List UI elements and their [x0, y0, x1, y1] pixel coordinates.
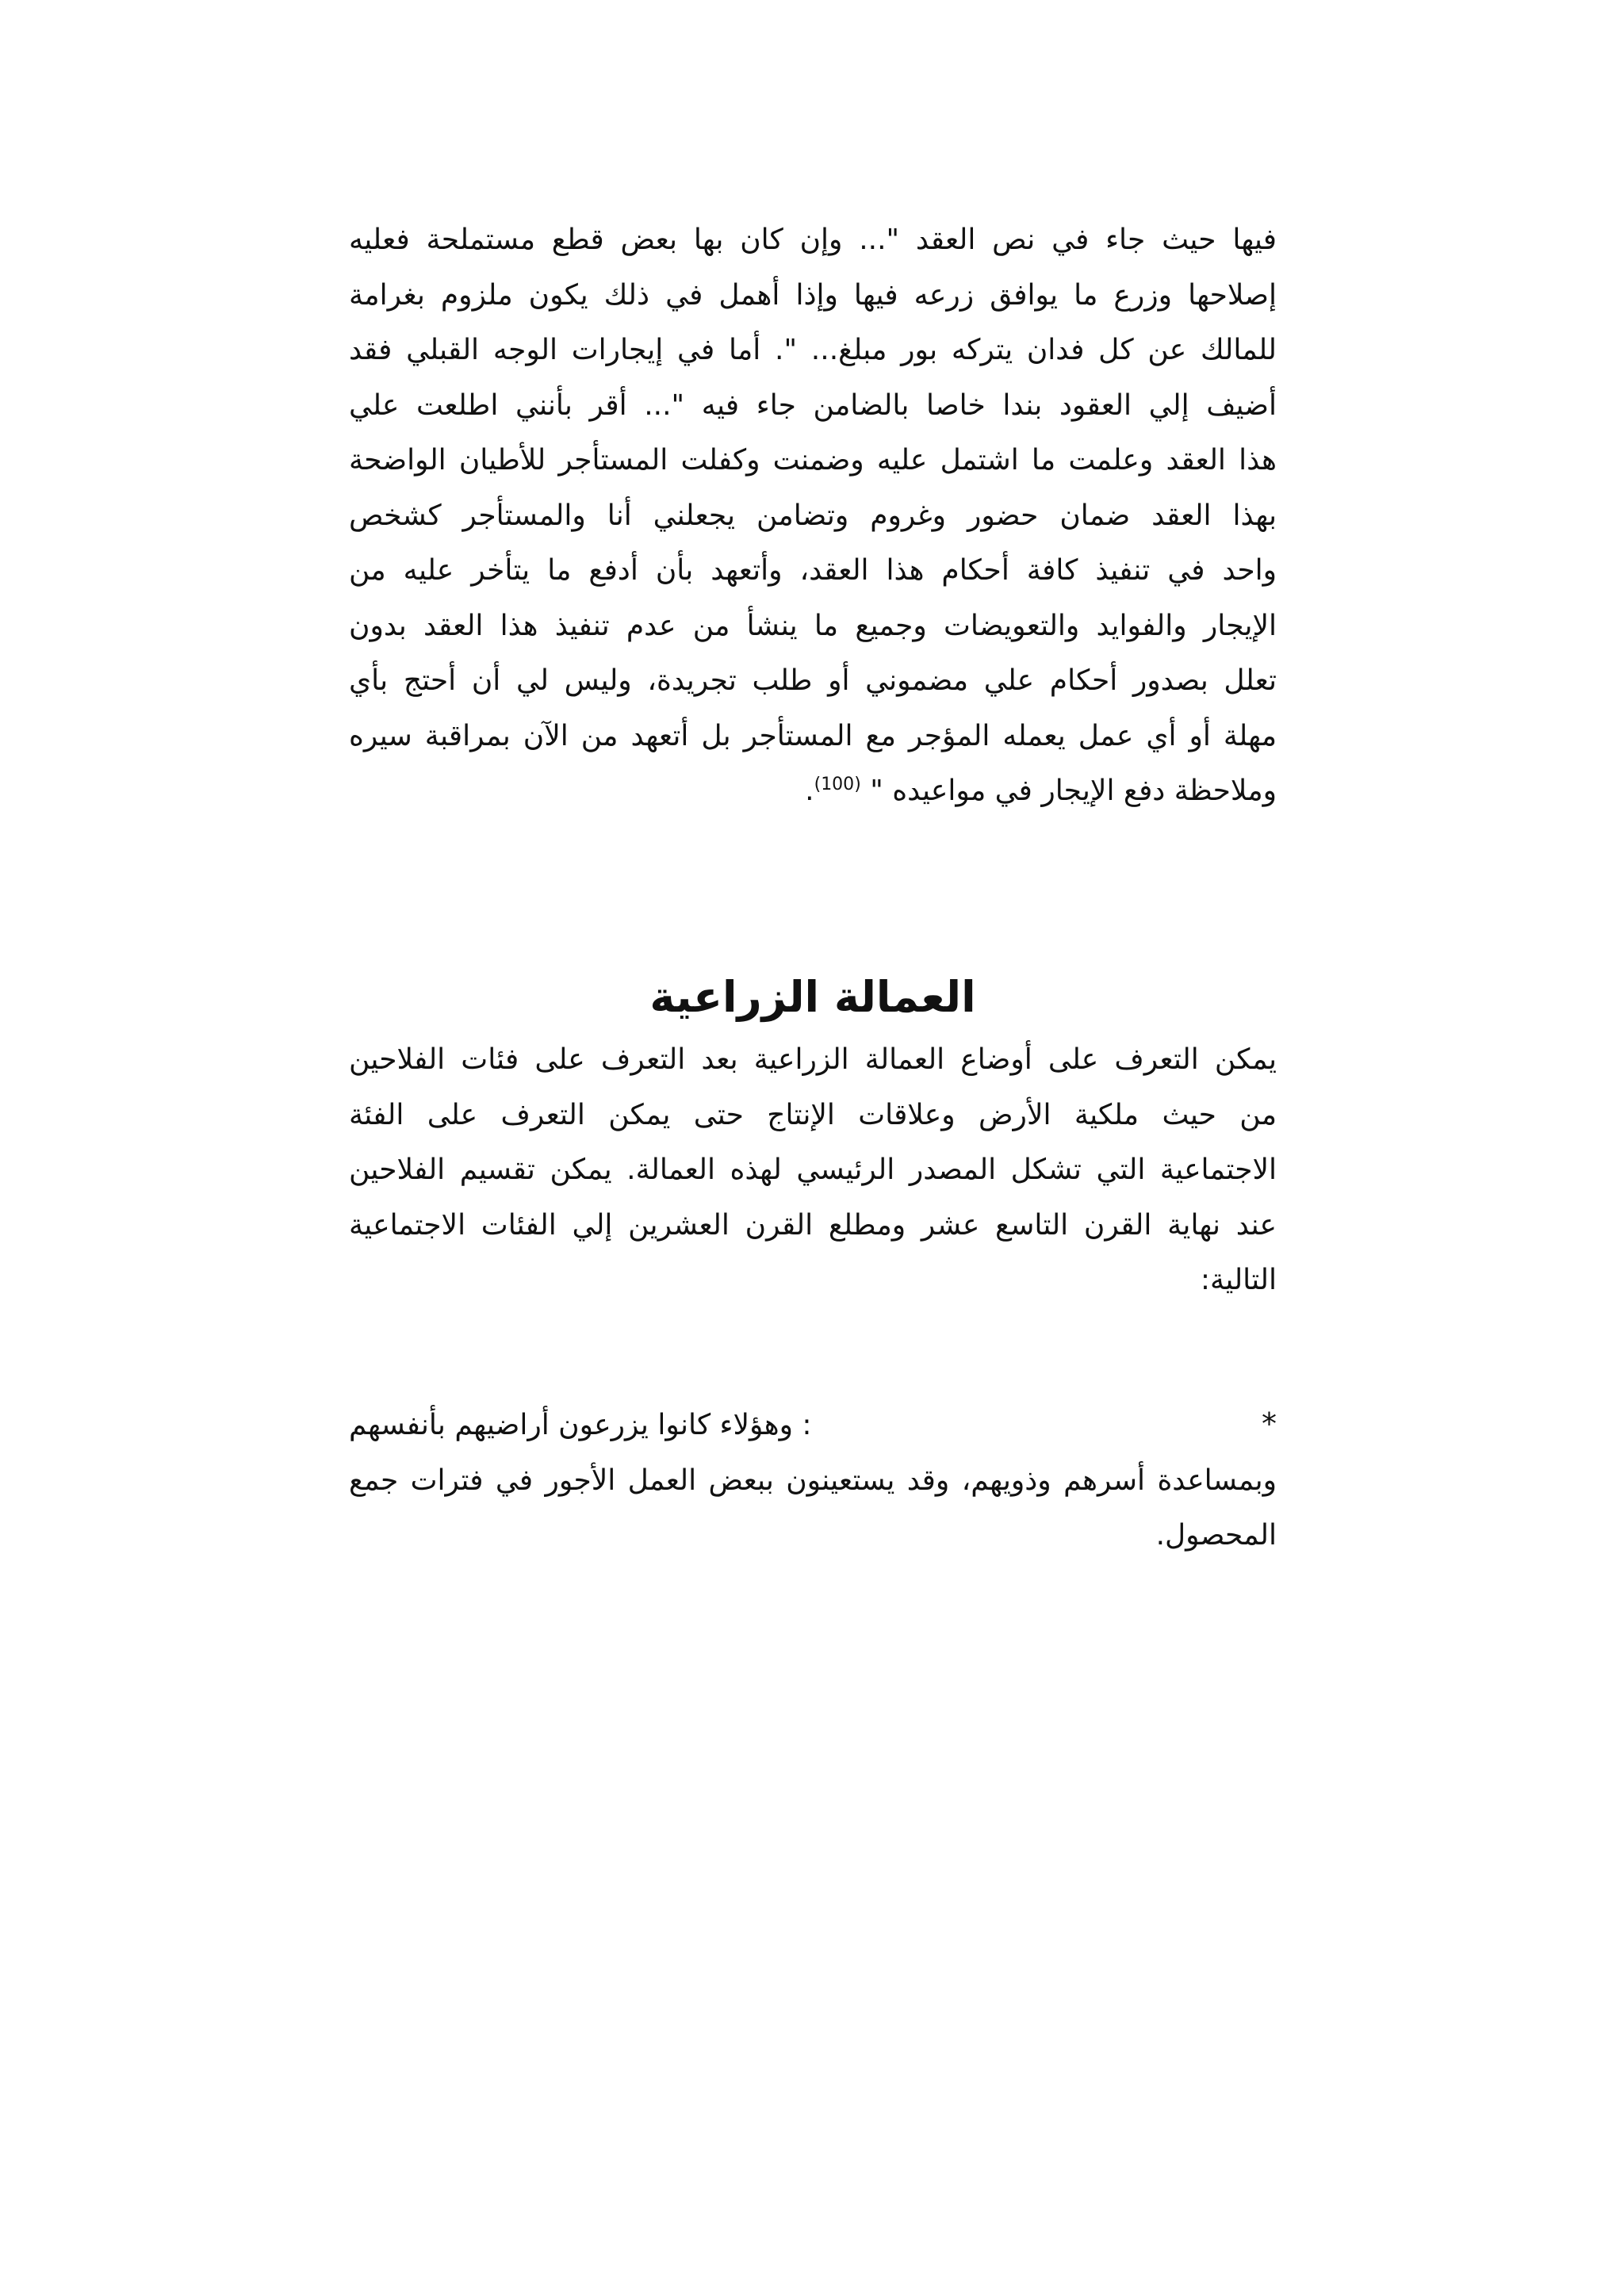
bullet-marker: * [1262, 1406, 1277, 1441]
labor-line-2: من حيث ملكية الأرض وعلاقات الإنتاج حتى يمكن التعرف على الفئة [349, 1098, 1277, 1131]
contract-line-3: للمالك عن كل فدان يتركه بور مبلغ... ". أما في إيجارات الوجه القبلي فقد [349, 334, 1277, 366]
labor-line-3: الاجتماعية التي تشكل المصدر الرئيسي لهذه العمالة. يمكن تقسيم الفلاحين [349, 1154, 1277, 1186]
contract-last-line [349, 763, 1277, 819]
contract-line-7: واحد في تنفيذ كافة أحكام هذا العقد، وأتعهد بأن أدفع ما يتأخر عليه من [349, 554, 1277, 587]
labor-line-4: عند نهاية القرن التاسع عشر ومطلع القرن العشرين إلي الفئات الاجتماعية [349, 1208, 1277, 1242]
bullet-last-line: المحصول. [1155, 1519, 1277, 1552]
bullet-second-line: وبمساعدة أسرهم وذويهم، وقد يستعينون ببعض العمل الأجور في فترات جمع [349, 1464, 1277, 1497]
labor-line-1: يمكن التعرف على أوضاع العمالة الزراعية بعد التعرف على فئات الفلاحين [349, 1043, 1277, 1076]
contract-line-1: فيها حيث جاء في نص العقد "... وإن كان بها بعض قطع مستملحة فعليه [349, 224, 1277, 256]
bullet-first-line: : وهؤلاء كانوا يزرعون أراضيهم بأنفسهم [349, 1409, 812, 1441]
footnote-reference[interactable]: (100) [814, 775, 861, 794]
labor-last-line: التالية: [1200, 1264, 1277, 1296]
section-heading: العمالة الزراعية [649, 972, 976, 1022]
contract-line-8: الإيجار والفوايد والتعويضات وجميع ما ينشأ من عدم تنفيذ هذا العقد بدون [349, 609, 1277, 642]
contract-last-line-end: . [805, 775, 814, 807]
bullet-first-row [349, 1397, 1277, 1453]
labor-paragraph [349, 1032, 1277, 1308]
contract-line-4: أضيف إلي العقود بندا خاصا بالضامن جاء فيه "... أقر بأنني اطلعت علي [349, 388, 1277, 422]
contract-line-9: تعلل بصدور أحكام علي مضموني أو طلب تجريدة، وليس لي أن أحتج بأي [349, 664, 1277, 697]
contract-last-line-text: وملاحظة دفع الإيجار في مواعيده " [870, 775, 1277, 807]
contract-line-2: إصلاحها وزرع ما يوافق زرعه فيها وإذا أهمل في ذلك يكون ملزوم بغرامة [349, 278, 1277, 312]
bullet-paragraph [349, 1397, 1277, 1563]
contract-line-5: هذا العقد وعلمت ما اشتمل عليه وضمنت وكفلت المستأجر للأطيان الواضحة [349, 444, 1277, 476]
contract-line-6: بهذا العقد ضمان حضور وغروم وتضامن يجعلني أنا والمستأجر كشخص [349, 499, 1277, 532]
contract-paragraph [349, 212, 1277, 819]
contract-line-10: مهلة أو أي عمل يعمله المؤجر مع المستأجر بل أتعهد من الآن بمراقبة سيره [349, 719, 1277, 752]
